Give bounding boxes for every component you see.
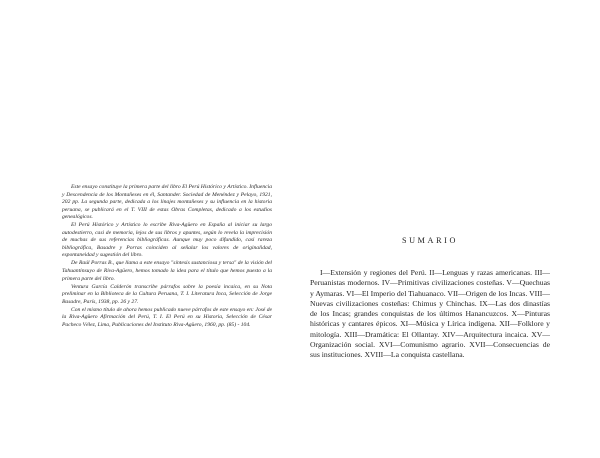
note-paragraph-1: Este ensayo constituye la primera parte del libro El Perú Histórico y Artístico. Influencia y Descendencia de los Montañeses en él, Santander. Sociedad de Menéndez y Pelayo, 1921, 202 pp. La segunda parte, dedicada a los linajes montañeses y su influencia en la historia peruana, se publicará en el T. VIII de estas Obras Completas, dedicado a los estudios genealógicos. [62, 184, 272, 221]
note-paragraph-5: Con el mismo título de ahora hemos publicado nueve párrafos de este ensayo en: José de la Riva-Agüero Afirmación del Perú, T. I. El Perú en su Historia, Selección de César Pacheco Vélez, Lima, Publicaciones del Instituto Riva-Agüero, 1960, pp. (85) - 104. [62, 306, 272, 328]
note-paragraph-4: Ventura García Calderón transcribe párrafos sobre la poesía incaica, en su Nota preliminar en la Biblioteca de la Cultura Peruana, T. I. Literatura Inca, Selección de Jorge Basadre, París, 1938, pp. 26 y 27. [62, 283, 272, 305]
left-page-notes [62, 184, 272, 330]
summary-title: SUMARIO [402, 236, 458, 245]
summary-body: I—Extensión y regiones del Perú. II—Lenguas y razas americanas. III—Peruanistas modernos. IV—Primitivas civilizaciones costeñas. V—Quechuas y Aymaras. VI—El Imperio del Tiahuanaco. VII—Origen de los Incas. VIII—Nuevas civilizaciones costeñas: Chimus y Chinchas. IX—Las dos dinastías de los Incas; grandes conquistas de los últimos Hanancuzcos. X—Pinturas históricas y cantares épicos. XI—Música y Lírica indígena. XII—Folklore y mitología. XIII—Dramática: El Ollantay. XIV—Arquitectura incaica. XV—Organización social. XVI—Comunismo agrario. XVII—Consecuencias de sus instituciones. XVIII—La conquista castellana. [310, 268, 550, 360]
note-paragraph-3: De Raúl Porras B., que llama a este ensayo "síntesis sustanciosa y tersa" de la visión del Tahuantinsuyo de Riva-Agüero, hemos tomado la idea para el título que hemos puesto a la primera parte del libro. [62, 260, 272, 282]
right-page-summary [310, 236, 550, 361]
note-paragraph-2: El Perú Histórico y Artístico lo escribe Riva-Agüero en España al iniciar su largo autodestierro, casi de memoria, lejos de sus libros y apuntes, según lo revela la imprecisión de muchas de sus referencias bibliográficas. Aunque muy poco difundido, casi rareza bibliográfica, Basadre y Porras coinciden al señalar los valores de originalidad, espontaneidad y sugestión del libro. [62, 222, 272, 259]
